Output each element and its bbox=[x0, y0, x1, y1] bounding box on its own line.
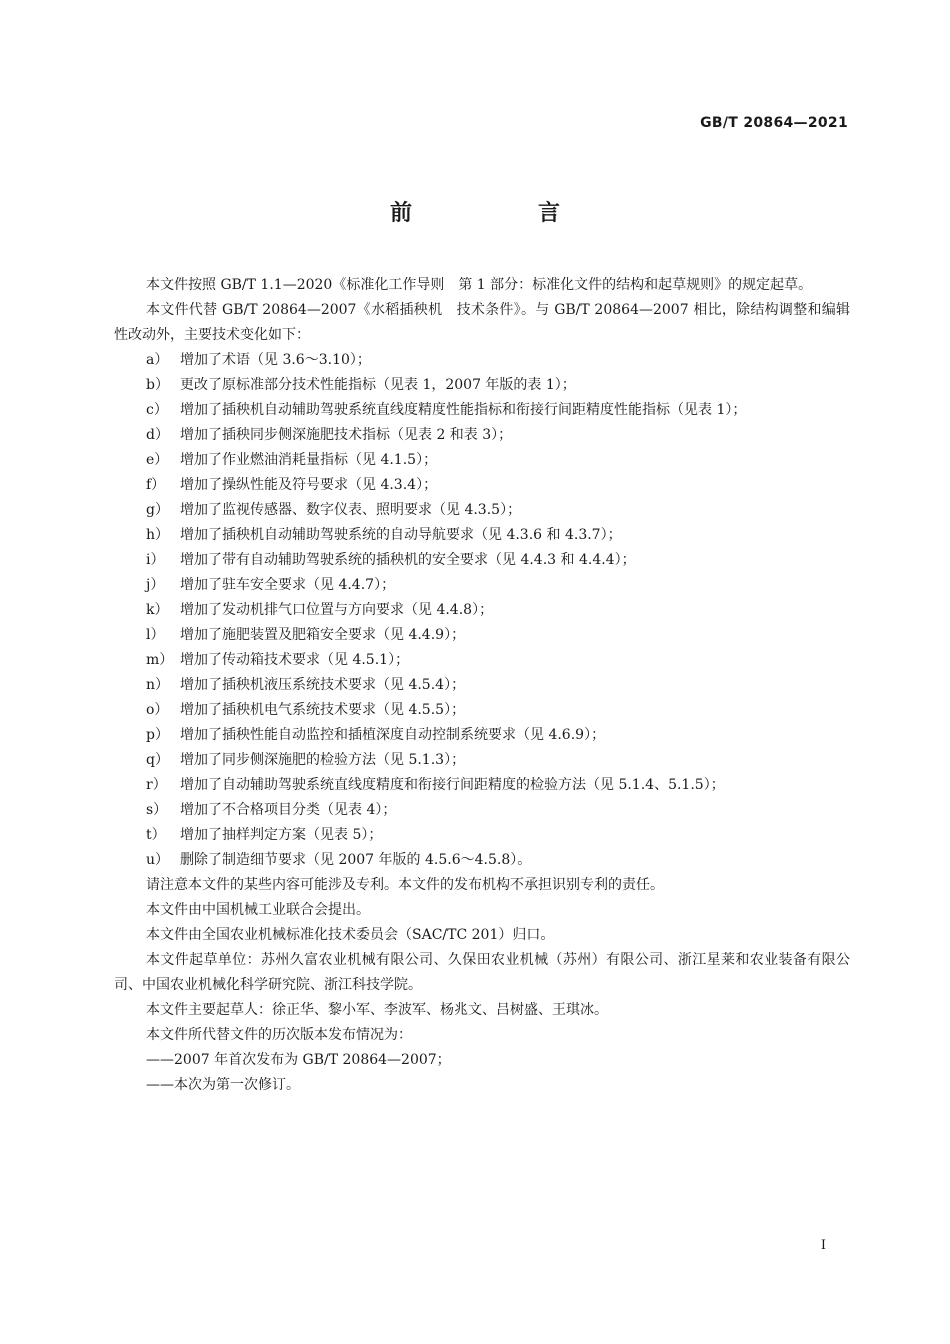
list-item-text: 增加了插秧机自动辅助驾驶系统的自动导航要求（见 4.3.6 和 4.3.7）； bbox=[180, 527, 622, 543]
list-item-text: 增加了操纵性能及符号要求（见 4.3.4）； bbox=[180, 477, 438, 493]
list-item-text: 增加了带有自动辅助驾驶系统的插秧机的安全要求（见 4.4.3 和 4.4.4）； bbox=[180, 552, 636, 568]
list-item-text: 增加了插秧机液压系统技术要求（见 4.5.4）； bbox=[180, 677, 466, 693]
page-number: I bbox=[820, 1238, 826, 1253]
list-item bbox=[114, 823, 850, 848]
list-item bbox=[114, 748, 850, 773]
paragraph-version-history: 本文件所代替文件的历次版本发布情况为： bbox=[146, 1027, 412, 1043]
list-item-label: t） bbox=[146, 827, 166, 843]
list-item bbox=[114, 523, 850, 548]
list-item bbox=[114, 698, 850, 723]
list-item bbox=[114, 598, 850, 623]
list-item-text: 增加了发动机排气口位置与方向要求（见 4.4.8）； bbox=[180, 602, 494, 618]
list-item-text: 增加了同步侧深施肥的检验方法（见 5.1.3）； bbox=[180, 752, 466, 768]
list-item bbox=[114, 498, 850, 523]
list-item-text: 增加了插秧性能自动监控和插植深度自动控制系统要求（见 4.6.9）； bbox=[180, 727, 606, 743]
list-item bbox=[114, 398, 850, 423]
list-item bbox=[114, 373, 850, 398]
list-item-label: h） bbox=[146, 527, 170, 543]
list-item-label: l） bbox=[146, 627, 165, 643]
list-item-label: b） bbox=[146, 377, 169, 393]
list-item bbox=[114, 473, 850, 498]
paragraph-drafting-units: 本文件起草单位：苏州久富农业机械有限公司、久保田农业机械（苏州）有限公司、浙江星莱和农业装备有限公司、中国农业机械化科学研究院、浙江科技学院。 bbox=[114, 952, 850, 993]
list-item-text: 增加了自动辅助驾驶系统直线度精度和衔接行间距精度的检验方法（见 5.1.4、5.1.5）； bbox=[180, 777, 725, 793]
list-item-label: m） bbox=[146, 652, 174, 668]
list-item-text: 增加了作业燃油消耗量指标（见 4.1.5）； bbox=[180, 452, 438, 468]
list-item bbox=[114, 673, 850, 698]
list-item-label: n） bbox=[146, 677, 170, 693]
paragraph-patent-notice: 请注意本文件的某些内容可能涉及专利。本文件的发布机构不承担识别专利的责任。 bbox=[146, 877, 664, 893]
list-item-label: u） bbox=[146, 852, 170, 868]
page-title: 前 言 bbox=[389, 201, 612, 226]
paragraph-proposer: 本文件由中国机械工业联合会提出。 bbox=[146, 902, 370, 918]
list-item-text: 增加了抽样判定方案（见表 5）； bbox=[180, 827, 383, 843]
list-item bbox=[114, 723, 850, 748]
list-item bbox=[114, 648, 850, 673]
list-item-label: r） bbox=[146, 777, 167, 793]
list-item bbox=[114, 448, 850, 473]
list-item bbox=[114, 848, 850, 873]
list-item-label: g） bbox=[146, 502, 169, 518]
list-item-text: 增加了插秧同步侧深施肥技术指标（见表 2 和表 3）； bbox=[180, 427, 513, 443]
paragraph-drafters: 本文件主要起草人：徐正华、黎小军、李波军、杨兆文、吕树盛、王琪冰。 bbox=[146, 1002, 608, 1018]
list-item-label: i） bbox=[146, 552, 165, 568]
list-item-text: 增加了术语（见 3.6～3.10）； bbox=[180, 352, 371, 368]
list-item-text: 增加了插秧机电气系统技术要求（见 4.5.5）； bbox=[180, 702, 466, 718]
list-item bbox=[114, 348, 850, 373]
list-item bbox=[114, 623, 850, 648]
change-list bbox=[114, 348, 850, 873]
list-item-text: 增加了施肥装置及肥箱安全要求（见 4.4.9）； bbox=[180, 627, 466, 643]
list-item-text: 增加了不合格项目分类（见表 4）； bbox=[180, 802, 397, 818]
list-item-text: 增加了插秧机自动辅助驾驶系统直线度精度性能指标和衔接行间距精度性能指标（见表 1）； bbox=[180, 402, 747, 418]
list-item-text: 更改了原标准部分技术性能指标（见表 1，2007 年版的表 1）； bbox=[180, 377, 576, 393]
list-item-label: c） bbox=[146, 402, 168, 418]
document-body bbox=[114, 273, 850, 1098]
list-item bbox=[114, 773, 850, 798]
list-item-label: e） bbox=[146, 452, 169, 468]
list-item-label: a） bbox=[146, 352, 169, 368]
list-item-label: f） bbox=[146, 477, 166, 493]
list-item-label: j） bbox=[146, 577, 165, 593]
list-item-text: 增加了监视传感器、数字仪表、照明要求（见 4.3.5）； bbox=[180, 502, 522, 518]
list-item-label: q） bbox=[146, 752, 169, 768]
list-item-label: o） bbox=[146, 702, 169, 718]
list-item-text: 删除了制造细节要求（见 2007 年版的 4.5.6～4.5.8）。 bbox=[180, 852, 532, 868]
list-item bbox=[114, 798, 850, 823]
list-item-label: d） bbox=[146, 427, 169, 443]
list-item bbox=[114, 423, 850, 448]
paragraph-drafting-rules: 本文件按照 GB/T 1.1—2020《标准化工作导则 第 1 部分：标准化文件的结构和起草规则》的规定起草。 bbox=[146, 277, 813, 293]
list-item bbox=[114, 548, 850, 573]
standard-code: GB/T 20864—2021 bbox=[700, 115, 848, 131]
history-item: ——2007 年首次发布为 GB/T 20864—2007； bbox=[146, 1052, 451, 1068]
list-item-label: s） bbox=[146, 802, 168, 818]
list-item bbox=[114, 573, 850, 598]
list-item-label: k） bbox=[146, 602, 169, 618]
list-item-text: 增加了传动箱技术要求（见 4.5.1）； bbox=[180, 652, 410, 668]
paragraph-replacement: 本文件代替 GB/T 20864—2007《水稻插秧机 技术条件》。与 GB/T 20864—2007 相比，除结构调整和编辑性改动外，主要技术变化如下： bbox=[114, 302, 850, 343]
paragraph-committee: 本文件由全国农业机械标准化技术委员会（SAC/TC 201）归口。 bbox=[146, 927, 555, 943]
list-item-text: 增加了驻车安全要求（见 4.4.7）； bbox=[180, 577, 396, 593]
history-item: ——本次为第一次修订。 bbox=[146, 1077, 300, 1093]
list-item-label: p） bbox=[146, 727, 169, 743]
